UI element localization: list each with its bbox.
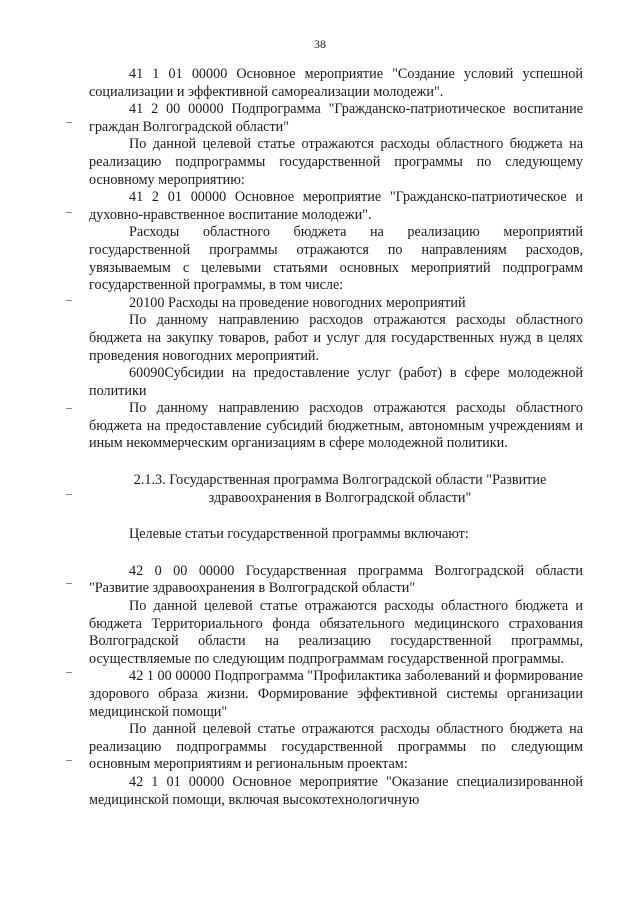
scan-mark [66, 408, 72, 409]
paragraph: По данному направлению расходов отражаются расходы областного бюджета на предоставление субсидий бюджетным, автономным учреждениям и иным некоммерческим организациям в сфере молодежной политики. [89, 400, 583, 452]
page-number: 38 [314, 37, 326, 51]
scan-mark [66, 672, 72, 673]
scan-mark [66, 583, 72, 584]
scan-mark [66, 212, 72, 213]
scan-mark [66, 494, 72, 495]
scan-mark [66, 760, 72, 761]
document-body [89, 66, 583, 809]
paragraph: По данной целевой статье отражаются расходы областного бюджета на реализацию подпрограммы государственной программы по следующим основным мероприятиям и региональным проектам: [89, 721, 583, 773]
paragraph: 42 1 01 00000 Основное мероприятие "Оказание специализированной медицинской помощи, включая высокотехнологичную [89, 773, 583, 808]
paragraph: По данной целевой статье отражаются расходы областного бюджета и бюджета Территориального фонда обязательного медицинского страхования Волгоградской области на реализацию государственной программы, осуществляемые по следующим подпрограммам государственной программы. [89, 598, 583, 667]
section-heading: 2.1.3. Государственная программа Волгоградской области "Развитие здравоохранения в Волгоградской области" [133, 472, 547, 506]
paragraph: По данному направлению расходов отражаются расходы областного бюджета на закупку товаров, работ и услуг для государственных нужд в целях проведения новогодних мероприятий. [89, 312, 583, 364]
paragraph: 42 0 00 00000 Государственная программа Волгоградской области "Развитие здравоохранения в Волгоградской области" [89, 562, 583, 597]
paragraph: По данной целевой статье отражаются расходы областного бюджета на реализацию подпрограммы государственной программы по следующему основному мероприятию: [89, 136, 583, 188]
paragraph: 41 2 00 00000 Подпрограмма "Гражданско-патриотическое воспитание граждан Волгоградской области" [89, 101, 583, 135]
paragraph: Целевые статьи государственной программы включают: [129, 526, 469, 543]
paragraph-spacer [89, 453, 583, 472]
paragraph: 20100 Расходы на проведение новогодних мероприятий [129, 294, 466, 311]
paragraph: 60090Субсидии на предоставление услуг (работ) в сфере молодежной политики [89, 365, 583, 399]
paragraph: 41 1 01 00000 Основное мероприятие "Создание условий успешной социализации и эффективной самореализации молодежи". [89, 66, 583, 100]
scan-mark [66, 122, 72, 123]
paragraph-spacer [89, 544, 583, 563]
paragraph-spacer [89, 507, 583, 526]
paragraph: 41 2 01 00000 Основное мероприятие "Гражданско-патриотическое и духовно-нравственное воспитание молодежи". [89, 189, 583, 223]
scan-mark [66, 300, 72, 301]
paragraph: 42 1 00 00000 Подпрограмма "Профилактика заболеваний и формирование здорового образа жизни. Формирование эффективной системы организации медицинской помощи" [89, 668, 583, 720]
paragraph: Расходы областного бюджета на реализацию мероприятий государственной программы отражаются по направлениям расходов, увязываемым с целевыми статьями основных мероприятий подпрограмм государственной программы, в том числе: [89, 224, 583, 294]
